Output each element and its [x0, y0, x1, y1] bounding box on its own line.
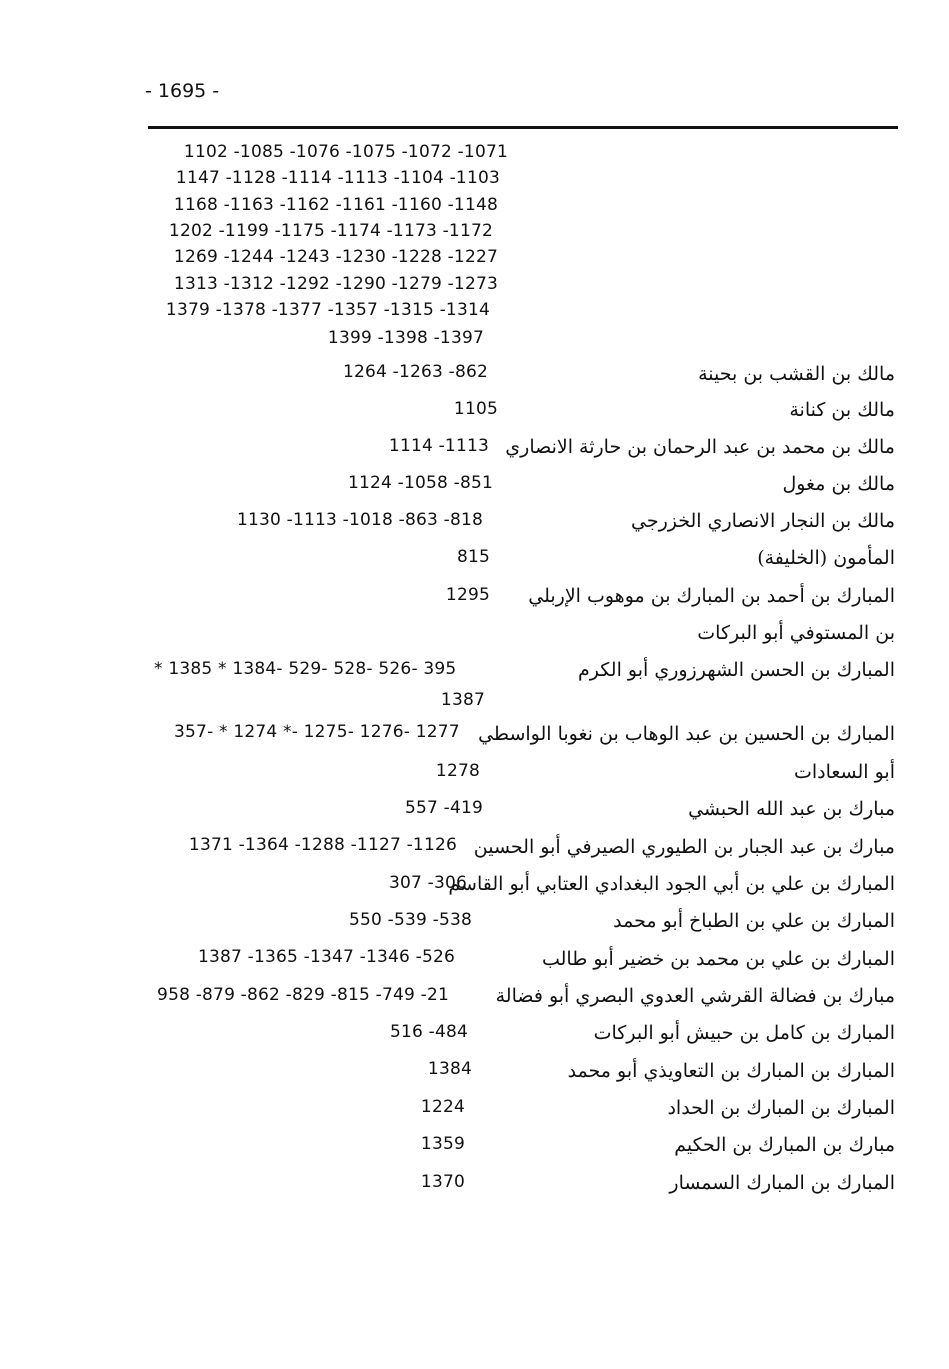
page-number: - 1695 -	[145, 80, 220, 102]
entry-pages: 1114 -1113	[388, 436, 489, 456]
entry-name: مبارك بن عبد الله الحبشي	[688, 798, 895, 820]
entry-name: مبارك بن فضالة القرشي العدوي البصري أبو فضالة	[495, 985, 895, 1007]
entry-pages: 1387	[440, 690, 485, 710]
entry-name: المبارك بن أحمد بن المبارك بن موهوب الإربلي	[528, 585, 895, 607]
entry-name: المبارك بن الحسن الشهرزوري أبو الكرم	[578, 659, 895, 681]
entry-name: المبارك بن كامل بن حبيش أبو البركات	[593, 1022, 895, 1044]
entry-pages: 1277 -1276 -1275 -* 1274 * -357	[174, 722, 460, 742]
entry-name: أبو السعادات	[793, 761, 895, 783]
entry-pages: 1387 -1365 -1347 -1346 -526	[197, 947, 455, 967]
entry-name: مالك بن القشب بن بحينة	[698, 363, 895, 385]
entry-pages: 815	[456, 547, 490, 567]
continuation-line: 1147 -1128 -1114 -1113 -1104 -1103	[175, 168, 500, 188]
entry-name: مالك بن محمد بن عبد الرحمان بن حارثة الانصاري	[505, 436, 895, 458]
entry-pages: 958 -879 -862 -829 -815 -749 -21	[157, 985, 449, 1005]
entry-pages: 1370	[420, 1172, 465, 1192]
continuation-line: 1269 -1244 -1243 -1230 -1228 -1227	[173, 247, 498, 267]
entry-pages: 1224	[420, 1097, 465, 1117]
continuation-line: 1202 -1199 -1175 -1174 -1173 -1172	[168, 221, 493, 241]
entry-name: مالك بن مغول	[782, 473, 895, 495]
entry-name: مبارك بن المبارك بن الحكيم	[674, 1134, 895, 1156]
entry-name: مالك بن كنانة	[789, 399, 895, 421]
entry-pages: 516 -484	[389, 1022, 468, 1042]
continuation-line: 1379 -1378 -1377 -1357 -1315 -1314	[165, 300, 490, 320]
entry-name: المبارك بن علي بن الطباخ أبو محمد	[613, 910, 895, 932]
entry-pages: 1384	[427, 1059, 472, 1079]
entry-pages: 1130 -1113 -1018 -863 -818	[236, 510, 483, 530]
entry-pages: 557 -419	[404, 798, 483, 818]
continuation-line: 1313 -1312 -1292 -1290 -1279 -1273	[173, 274, 498, 294]
entry-pages: 1105	[453, 399, 498, 419]
entry-pages: 1264 -1263 -862	[342, 362, 488, 382]
entry-name: المبارك بن علي بن أبي الجود البغدادي العتابي أبو القاسم	[448, 873, 895, 895]
entry-pages: 1359	[420, 1134, 465, 1154]
entry-pages: 1278	[435, 761, 480, 781]
entry-pages: 395 -526 -528 -529 -1384 * 1385 *	[154, 659, 457, 679]
entry-name: المبارك بن المبارك السمسار	[669, 1172, 895, 1194]
entry-name: المأمون (الخليفة)	[757, 547, 895, 569]
entry-name: المبارك بن المبارك بن الحداد	[667, 1097, 895, 1119]
entry-name: مالك بن النجار الانصاري الخزرجي	[631, 510, 895, 532]
entry-pages: 1371 -1364 -1288 -1127 -1126	[188, 835, 457, 855]
entry-pages: 550 -539 -538	[348, 910, 472, 930]
entry-name: المبارك بن الحسين بن عبد الوهاب بن نغوبا الواسطي	[478, 723, 895, 745]
continuation-line: 1102 -1085 -1076 -1075 -1072 -1071	[183, 142, 508, 162]
entry-name: المبارك بن علي بن محمد بن خضير أبو طالب	[541, 948, 895, 970]
entry-pages: 1124 -1058 -851	[347, 473, 493, 493]
continuation-line: 1399 -1398 -1397	[327, 328, 484, 348]
header-rule	[148, 126, 898, 129]
continuation-line: 1168 -1163 -1162 -1161 -1160 -1148	[173, 195, 498, 215]
entry-pages: 307 -306	[388, 873, 467, 893]
entry-name: مبارك بن عبد الجبار بن الطيوري الصيرفي أبو الحسين	[473, 836, 895, 858]
entry-name: بن المستوفي أبو البركات	[697, 622, 895, 644]
entry-name: المبارك بن المبارك بن التعاويذي أبو محمد	[567, 1060, 895, 1082]
entry-pages: 1295	[445, 585, 490, 605]
